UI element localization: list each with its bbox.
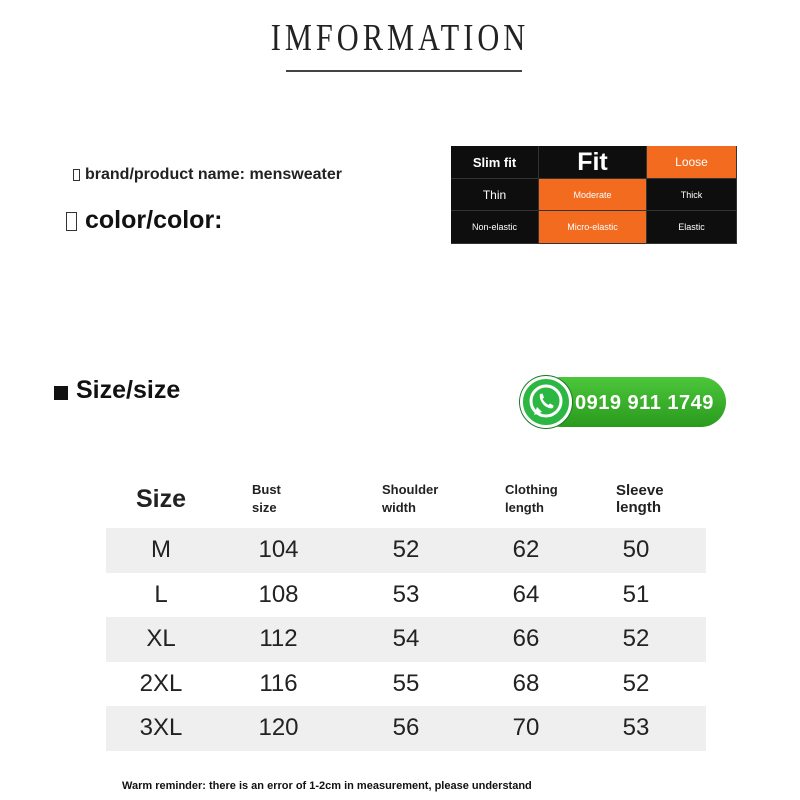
header-shoulder-width: Shoulder width xyxy=(382,482,439,515)
header-size: Size xyxy=(135,485,187,513)
brand-text: brand/product name: mensweater xyxy=(85,166,342,183)
fit-cell-fit: Fit xyxy=(539,146,647,179)
cell-shoulder: 56 xyxy=(392,714,420,742)
fit-cell-moderate: Moderate xyxy=(539,179,647,211)
measurement-reminder: Warm reminder: there is an error of 1-2cm in measurement, please understand xyxy=(122,780,532,792)
cell-size: 3XL xyxy=(139,714,183,742)
bullet-icon xyxy=(73,169,80,181)
fit-cell-micro-elastic: Micro-elastic xyxy=(539,211,647,244)
cell-sleeve: 53 xyxy=(622,714,650,742)
cell-bust: 112 xyxy=(259,625,298,653)
size-heading-text: Size/size xyxy=(76,376,181,404)
header-clothing-length: Clothing length xyxy=(505,482,558,515)
title-divider xyxy=(286,70,522,72)
phone-number: 0919 911 1749 xyxy=(575,392,714,414)
size-table xyxy=(106,470,706,751)
page-title: IMFORMATION xyxy=(270,17,530,59)
cell-sleeve: 52 xyxy=(622,669,650,697)
table-row xyxy=(106,706,706,751)
brand-info xyxy=(73,166,342,184)
cell-shoulder: 53 xyxy=(392,580,420,608)
fit-cell-thin: Thin xyxy=(451,179,539,211)
fit-cell-non-elastic: Non-elastic xyxy=(451,211,539,244)
bullet-icon xyxy=(66,212,77,231)
cell-shoulder: 54 xyxy=(392,625,420,653)
table-row xyxy=(106,573,706,618)
cell-sleeve: 51 xyxy=(622,580,650,608)
cell-size: 2XL xyxy=(139,669,183,697)
cell-sleeve: 50 xyxy=(622,536,650,564)
cell-length: 70 xyxy=(512,714,540,742)
table-row xyxy=(106,662,706,707)
color-info xyxy=(66,206,223,235)
whatsapp-icon xyxy=(520,376,572,428)
cell-sleeve: 52 xyxy=(622,625,650,653)
fit-cell-loose: Loose xyxy=(647,146,737,179)
cell-bust: 108 xyxy=(258,580,299,608)
square-bullet-icon xyxy=(54,386,68,400)
size-section-heading xyxy=(54,376,180,405)
cell-length: 66 xyxy=(512,625,540,653)
fit-cell-elastic: Elastic xyxy=(647,211,737,244)
cell-bust: 116 xyxy=(259,669,298,697)
fit-cell-slim-fit: Slim fit xyxy=(451,146,539,179)
cell-length: 64 xyxy=(512,580,540,608)
fit-cell-thick: Thick xyxy=(647,179,737,211)
header-bust-size: Bust size xyxy=(252,482,281,515)
cell-shoulder: 52 xyxy=(392,536,420,564)
cell-shoulder: 55 xyxy=(392,669,420,697)
cell-bust: 120 xyxy=(258,714,299,742)
fit-attribute-grid xyxy=(451,146,737,244)
cell-size: M xyxy=(151,536,171,564)
table-row xyxy=(106,617,706,662)
cell-size: L xyxy=(154,580,168,608)
color-text: color/color: xyxy=(85,206,223,234)
cell-size: XL xyxy=(146,625,176,653)
table-header-row xyxy=(106,470,706,528)
table-row xyxy=(106,528,706,573)
cell-length: 62 xyxy=(512,536,540,564)
cell-length: 68 xyxy=(512,669,540,697)
header-sleeve-length: Sleeve length xyxy=(616,482,664,516)
cell-bust: 104 xyxy=(258,536,299,564)
